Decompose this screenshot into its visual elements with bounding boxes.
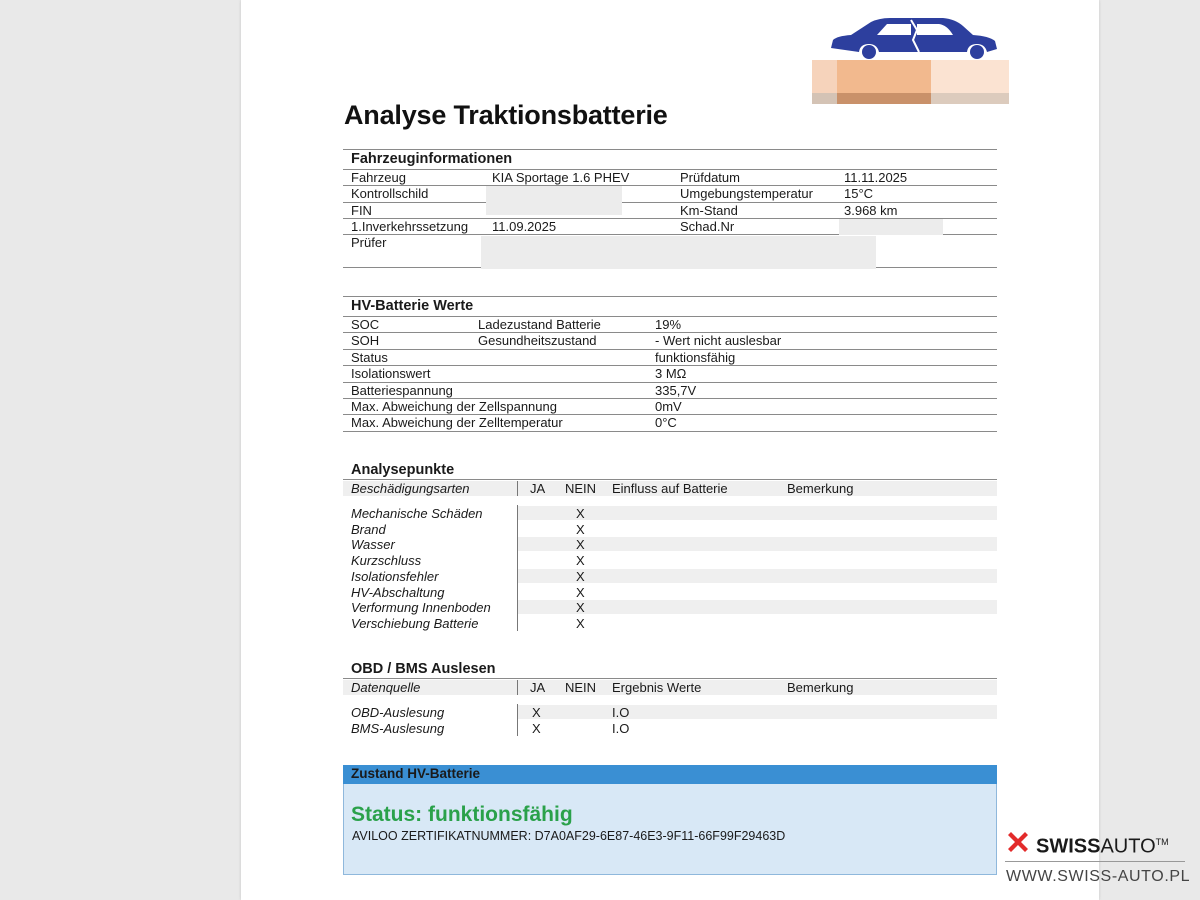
column-header-yes: JA xyxy=(530,481,546,496)
row-stripe xyxy=(518,506,997,520)
table-row-no: X xyxy=(576,537,585,552)
column-header-remark: Bemerkung xyxy=(787,481,854,496)
divider xyxy=(343,202,997,203)
claim-number-label: Schad.Nr xyxy=(680,219,735,234)
hv-value: - Wert nicht auslesbar xyxy=(655,333,782,348)
hv-label: Batteriespannung xyxy=(351,383,453,398)
table-row-label: Verformung Innenboden xyxy=(351,600,491,615)
hv-value: 335,7V xyxy=(655,383,697,398)
section-title-obd: OBD / BMS Auslesen xyxy=(351,661,496,677)
hv-desc: Gesundheitszustand xyxy=(478,333,597,348)
row-stripe xyxy=(518,537,997,551)
vehicle-label: Fahrzeug xyxy=(351,170,406,185)
divider xyxy=(343,479,997,480)
brand-part-2: AUTO xyxy=(1100,835,1156,858)
table-row-label: Wasser xyxy=(351,537,395,552)
ambient-temp-label: Umgebungstemperatur xyxy=(680,186,813,201)
table-row-result: I.O xyxy=(612,705,630,720)
status-box-header xyxy=(343,765,997,784)
status-text: Status: funktionsfähig xyxy=(351,803,573,826)
plate-label: Kontrollschild xyxy=(351,186,429,201)
divider xyxy=(1005,861,1185,862)
report-page xyxy=(241,0,1099,900)
hv-label: SOH xyxy=(351,333,380,348)
watermark-logo xyxy=(1005,828,1190,892)
section-title-analysis: Analysepunkte xyxy=(351,462,455,478)
table-row-label: Kurzschluss xyxy=(351,553,422,568)
table-row-label: HV-Abschaltung xyxy=(351,585,445,600)
table-row-no: X xyxy=(576,569,585,584)
table-row-no: X xyxy=(576,522,585,537)
fin-label: FIN xyxy=(351,203,372,218)
row-stripe xyxy=(518,600,997,614)
trademark: TM xyxy=(1155,837,1169,847)
table-row-label: Verschiebung Batterie xyxy=(351,616,479,631)
hv-label: Max. Abweichung der Zellspannung xyxy=(351,399,557,414)
divider xyxy=(343,678,997,679)
test-date-value: 11.11.2025 xyxy=(844,170,908,185)
column-separator xyxy=(517,680,518,695)
car-icon xyxy=(827,16,999,62)
table-row-label: Isolationsfehler xyxy=(351,569,439,584)
table-row-label: OBD-Auslesung xyxy=(351,705,445,720)
redacted-inspector xyxy=(481,236,876,269)
hv-value: 3 MΩ xyxy=(655,366,687,381)
swiss-cross-icon xyxy=(1006,830,1030,859)
column-header-remark: Bemerkung xyxy=(787,680,854,695)
mileage-label: Km-Stand xyxy=(680,203,738,218)
column-header-yes: JA xyxy=(530,680,546,695)
row-stripe xyxy=(518,569,997,583)
table-row-yes: X xyxy=(532,721,541,736)
hv-value: funktionsfähig xyxy=(655,350,736,365)
table-row-no: X xyxy=(576,600,585,615)
redacted-plate-fin xyxy=(486,186,622,215)
column-header-type: Beschädigungsarten xyxy=(351,481,470,496)
hv-label: SOC xyxy=(351,317,380,332)
inspector-label: Prüfer xyxy=(351,235,387,250)
hv-value: 0mV xyxy=(655,399,682,414)
hv-label: Isolationswert xyxy=(351,366,431,381)
column-header-source: Datenquelle xyxy=(351,680,421,695)
section-title-vehicle: Fahrzeuginformationen xyxy=(351,151,513,167)
status-box xyxy=(343,784,997,875)
table-row-no: X xyxy=(576,553,585,568)
status-box-title: Zustand HV-Batterie xyxy=(351,766,481,781)
table-row-no: X xyxy=(576,506,585,521)
first-registration-value: 11.09.2025 xyxy=(492,219,557,234)
row-stripe xyxy=(518,705,997,719)
document-title: Analyse Traktionsbatterie xyxy=(344,100,668,130)
first-registration-label: 1.Inverkehrssetzung xyxy=(351,219,469,234)
column-separator xyxy=(517,481,518,496)
divider xyxy=(343,431,997,432)
table-row-no: X xyxy=(576,616,585,631)
redacted-claim-number xyxy=(839,219,943,235)
table-row-label: Brand xyxy=(351,522,386,537)
test-date-label: Prüfdatum xyxy=(680,170,740,185)
table-row-label: Mechanische Schäden xyxy=(351,506,483,521)
column-header-impact: Einfluss auf Batterie xyxy=(612,481,728,496)
brand-part-1: SWISS xyxy=(1036,835,1101,858)
table-row-result: I.O xyxy=(612,721,630,736)
website-url: WWW.SWISS-AUTO.PL xyxy=(1006,868,1191,885)
ambient-temp-value: 15°C xyxy=(844,186,874,201)
vehicle-value: KIA Sportage 1.6 PHEV xyxy=(492,170,630,185)
divider xyxy=(343,149,997,150)
hv-value: 19% xyxy=(655,317,682,332)
brand-name xyxy=(1036,830,1169,859)
column-header-no: NEIN xyxy=(565,680,597,695)
hv-desc: Ladezustand Batterie xyxy=(478,317,601,332)
mileage-value: 3.968 km xyxy=(844,203,898,218)
hv-label: Max. Abweichung der Zelltemperatur xyxy=(351,415,563,430)
table-row-no: X xyxy=(576,585,585,600)
column-header-result: Ergebnis Werte xyxy=(612,680,702,695)
divider xyxy=(343,296,997,297)
column-header-no: NEIN xyxy=(565,481,597,496)
hv-value: 0°C xyxy=(655,415,677,430)
table-row-label: BMS-Auslesung xyxy=(351,721,445,736)
certificate-number: AVILOO ZERTIFIKATNUMMER: D7A0AF29-6E87-46E3-9F11-66F99F29463D xyxy=(352,829,786,843)
section-title-hv: HV-Batterie Werte xyxy=(351,298,474,314)
hv-label: Status xyxy=(351,350,388,365)
table-row-yes: X xyxy=(532,705,541,720)
